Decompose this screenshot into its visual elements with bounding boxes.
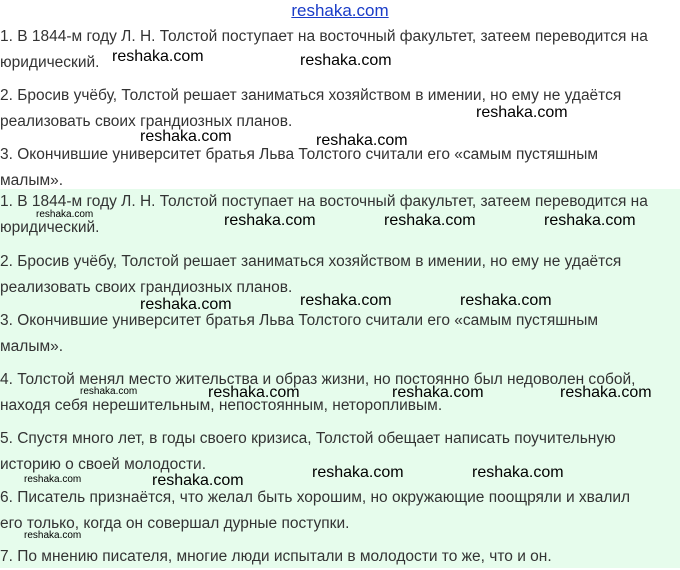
answer-line: 2. Бросив учёбу, Толстой решает заниматься хозяйством в имении, но ему не удаётся [0,253,622,270]
watermark: reshaka.com [312,464,404,481]
watermark: reshaka.com [152,472,244,489]
watermark: reshaka.com [460,292,552,309]
answer-line: историю о своей молодости. [0,456,207,473]
answer-item [0,485,668,537]
watermark: reshaka.com [36,209,94,220]
statement-line: 3. Окончившие университет братья Льва Толстого считали его «самым пустяшным [0,146,599,163]
watermark: reshaka.com [300,292,392,309]
answer-line: его только, когда он совершал дурные поступки. [0,515,350,532]
answer-line: малым». [0,338,64,355]
site-header-link[interactable] [0,1,680,21]
watermark: reshaka.com [208,384,300,401]
watermark: reshaka.com [80,386,138,397]
answer-line: юридический. [0,219,100,236]
watermark: reshaka.com [112,48,204,65]
watermark: reshaka.com [472,464,564,481]
watermark: reshaka.com [24,474,82,485]
answer-line: 1. В 1844-м году Л. Н. Толстой поступает на восточный факультет, затеем переводится на [0,193,648,210]
watermark: reshaka.com [224,212,316,229]
watermark: reshaka.com [316,132,408,149]
answer-block [0,189,680,568]
answer-item [0,544,668,570]
watermark: reshaka.com [476,104,568,121]
answer-item [0,308,668,360]
answer-line: 5. Спустя много лет, в годы своего кризиса, Толстой обещает написать поучительную [0,430,616,447]
watermark: reshaka.com [140,296,232,313]
statement-line: 1. В 1844-м году Л. Н. Толстой поступает на восточный факультет, затеем переводится на [0,28,648,45]
watermark: reshaka.com [392,384,484,401]
watermark: reshaka.com [140,128,232,145]
watermark: reshaka.com [560,384,652,401]
statement-line: реализовать своих грандиозных планов. [0,113,293,130]
statement-item [0,83,668,135]
answer-line: 7. По мнению писателя, многие люди испытали в молодости то же, что и он. [0,548,552,565]
statement-line: 2. Бросив учёбу, Толстой решает заниматься хозяйством в имении, но ему не удаётся [0,87,622,104]
watermark: reshaka.com [300,52,392,69]
watermark: reshaka.com [544,212,636,229]
statement-line: малым». [0,172,64,189]
answer-line: находя себя нерешительным, непостоянным, неторопливым. [0,397,443,414]
answer-line: 3. Окончившие университет братья Льва Толстого считали его «самым пустяшным [0,312,599,329]
watermark: reshaka.com [24,530,82,541]
statement-line: юридический. [0,54,100,71]
answer-line: 6. Писатель признаётся, что желал быть хорошим, но окружающие поощряли и хвалил [0,489,631,506]
answer-line: реализовать своих грандиозных планов. [0,279,293,296]
watermark: reshaka.com [384,212,476,229]
answer-line: 4. Толстой менял место жительства и образ жизни, но постоянно был недоволен собой, [0,371,636,388]
site-link[interactable]: reshaka.com [291,1,389,20]
